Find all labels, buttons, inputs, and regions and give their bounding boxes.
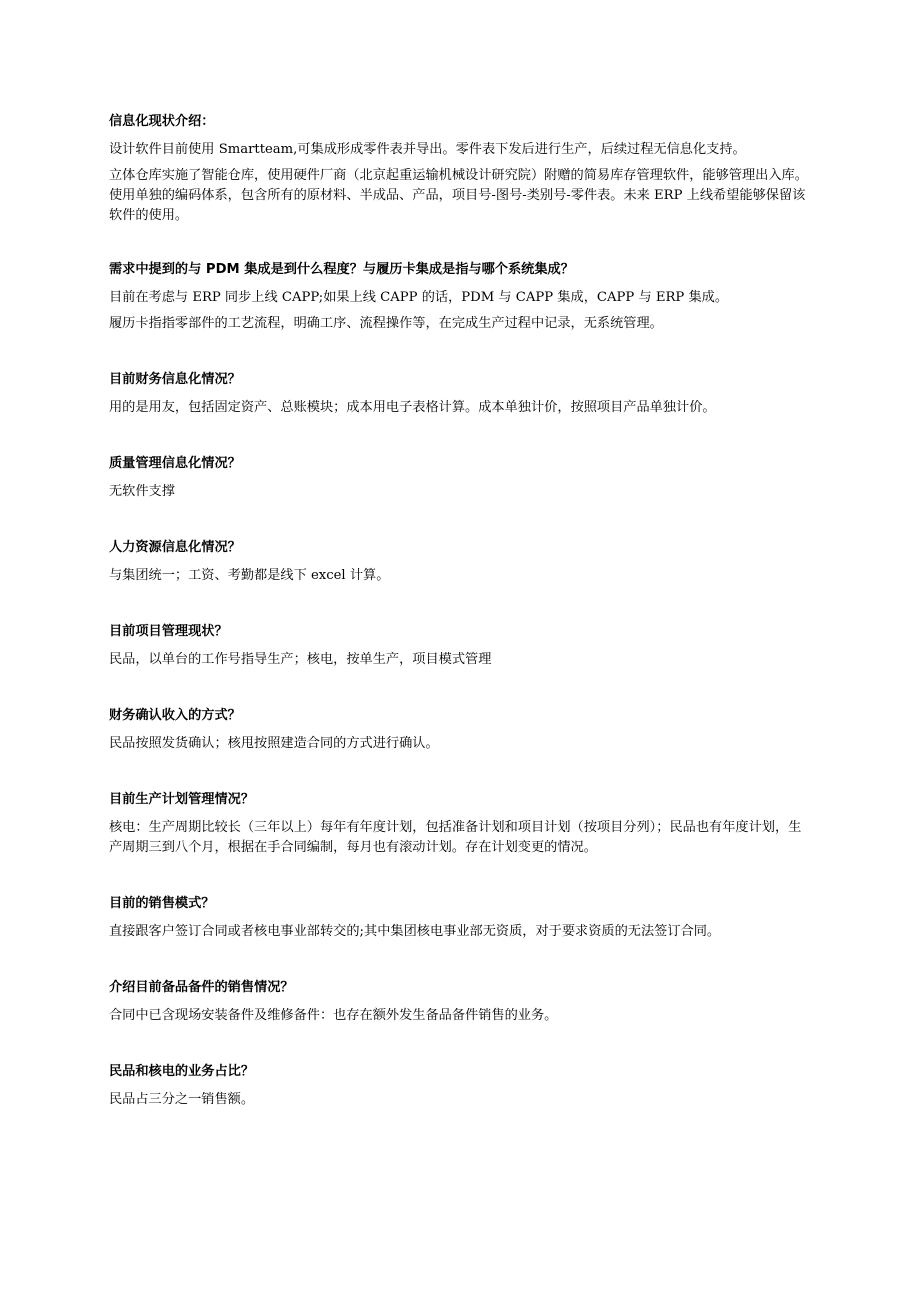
section-heading: 目前财务信息化情况？: [109, 372, 241, 387]
section-heading: 财务确认收入的方式？: [109, 708, 241, 723]
section-quality-it: [109, 454, 809, 502]
section-heading: 目前的销售模式？: [109, 896, 215, 911]
document-page: [109, 112, 809, 1146]
paragraph: 用的是用友，包括固定资产、总账模块；成本用电子表格计算。成本单独计价，按照项目产品单独计价。: [109, 400, 716, 415]
paragraph: 民品，以单台的工作号指导生产；核电，按单生产，项目模式管理: [109, 652, 492, 667]
section-it-status: [109, 112, 809, 226]
section-revenue-recognition: [109, 706, 809, 754]
section-heading: 民品和核电的业务占比？: [109, 1064, 255, 1079]
paragraph: 立体仓库实施了智能仓库，使用硬件厂商（北京起重运输机械设计研究院）附赠的简易库存管理软件，能够管理出入库。使用单独的编码体系，包含所有的原材料、半成品、产品，项目号-图号-类别号-零件表。未来 ERP 上线希望能够保留该软件的使用。: [109, 168, 808, 223]
section-heading: 目前项目管理现状？: [109, 624, 228, 639]
section-heading: 介绍目前备品备件的销售情况？: [109, 980, 294, 995]
section-hr-it: [109, 538, 809, 586]
section-sales-model: [109, 894, 809, 942]
section-business-ratio: [109, 1062, 809, 1110]
section-spare-parts: [109, 978, 809, 1026]
section-finance-it: [109, 370, 809, 418]
paragraph: 民品按照发货确认；核甩按照建造合同的方式进行确认。: [109, 736, 439, 751]
section-heading: 质量管理信息化情况？: [109, 456, 241, 471]
paragraph: 合同中已含现场安装备件及维修备件：也存在额外发生备品备件销售的业务。: [109, 1008, 558, 1023]
section-project-management: [109, 622, 809, 670]
paragraph: 履历卡指指零部件的工艺流程，明确工序、流程操作等，在完成生产过程中记录，无系统管理。: [109, 316, 663, 331]
section-heading: 信息化现状介绍：: [109, 114, 215, 129]
paragraph: 直接跟客户签订合同或者核电事业部转交的;其中集团核电事业部无资质，对于要求资质的无法签订合同。: [109, 924, 721, 939]
paragraph: 与集团统一；工资、考勤都是线下 excel 计算。: [109, 568, 390, 583]
section-heading: 人力资源信息化情况？: [109, 540, 241, 555]
section-pdm-integration: [109, 260, 809, 334]
section-heading: 需求中提到的与 PDM 集成是到什么程度？与履历卡集成是指与哪个系统集成？: [109, 262, 574, 277]
paragraph: 无软件支撑: [109, 484, 175, 499]
paragraph: 目前在考虑与 ERP 同步上线 CAPP;如果上线 CAPP 的话，PDM 与 CAPP 集成，CAPP 与 ERP 集成。: [109, 290, 729, 305]
paragraph: 民品占三分之一销售额。: [109, 1092, 255, 1107]
section-production-planning: [109, 790, 809, 858]
paragraph: 核电：生产周期比较长（三年以上）每年有年度计划，包括准备计划和项目计划（按项目分列）；民品也有年度计划，生产周期三到八个月，根据在手合同编制，每月也有滚动计划。存在计划变更的情况。: [109, 820, 802, 855]
paragraph: 设计软件目前使用 Smartteam,可集成形成零件表并导出。零件表下发后进行生产，后续过程无信息化支持。: [109, 142, 746, 157]
section-heading: 目前生产计划管理情况？: [109, 792, 255, 807]
